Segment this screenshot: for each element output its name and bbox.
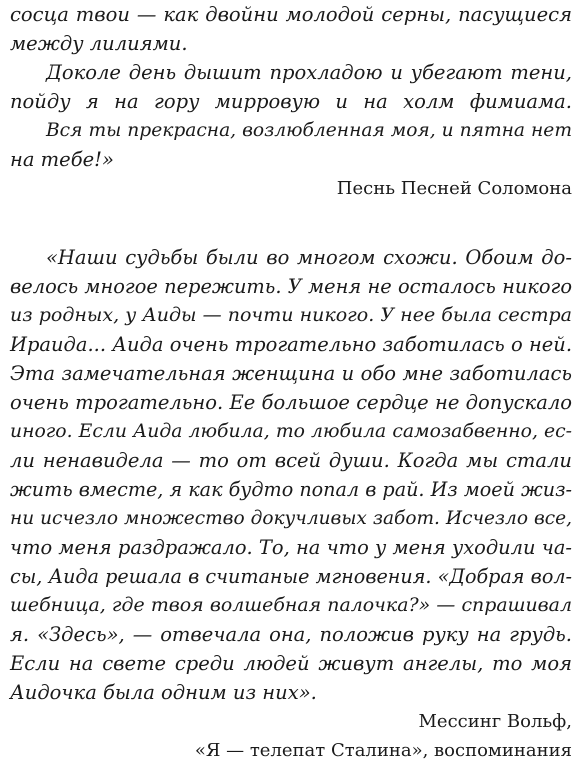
epigraph2-line-6: очень трогательно. Ее большое сердце не допускало — [10, 391, 572, 414]
epigraph2-line-3: из родных, у Аиды — почти никого. У нее была сестра — [10, 304, 572, 326]
epigraph1-attribution: Песнь Песней Соломона — [336, 178, 572, 199]
epigraph1-line-4: пойду я на гору мирровую и на холм фимиама. — [10, 90, 572, 113]
epigraph1-line-3: Доколе день дышит прохладою и убегают тени, — [46, 61, 572, 84]
epigraph2-line-16: Аидочка была одним из них». — [10, 681, 317, 704]
epigraph1-line-5: Вся ты прекрасна, возлюбленная моя, и пятна нет — [46, 120, 572, 141]
page-text — [10, 0, 572, 765]
epigraph2-line-14: я. «Здесь», — отвечала она, положив руку на грудь. — [10, 623, 572, 646]
epigraph1-line-1: сосца твои — как двойни молодой серны, пасущиеся — [10, 3, 572, 26]
epigraph2-line-8: ли ненавидела — то от всей души. Когда мы стали — [10, 449, 572, 472]
epigraph2-line-2: велось многое пережить. У меня не осталось никого — [10, 275, 572, 298]
epigraph2-line-4: Ираида... Аида очень трогательно заботилась о ней. — [10, 333, 572, 356]
epigraph2-line-11: что меня раздражало. То, на что у меня уходили ча- — [10, 536, 572, 559]
epigraph2-line-10: ни исчезло множество докучливых забот. Исчезло все, — [10, 508, 572, 529]
epigraph2-line-1: «Наши судьбы были во многом схожи. Обоим до- — [46, 246, 572, 269]
epigraph2-line-15: Если на свете среди людей живут ангелы, то моя — [10, 652, 572, 675]
epigraph2-line-12: сы, Аида решала в считаные мгновения. «Добрая вол- — [10, 565, 572, 588]
epigraph1-line-2: между лилиями. — [10, 32, 188, 55]
epigraph2-line-7: иного. Если Аида любила, то любила самозабвенно, ес- — [10, 421, 572, 442]
epigraph1-line-6: на тебе!» — [10, 148, 114, 171]
section-gap — [10, 203, 572, 243]
epigraph2-line-9: жить вместе, я как будто попал в рай. Из моей жиз- — [10, 478, 572, 501]
epigraph2-attribution-name: Мессинг Вольф, — [418, 711, 572, 732]
epigraph2-line-5: Эта замечательная женщина и обо мне заботилась — [10, 362, 572, 385]
epigraph2-line-13: шебница, где твоя волшебная палочка?» — спрашивал — [10, 594, 572, 616]
epigraph2-attribution-source: «Я — телепат Сталина», воспоминания — [194, 740, 572, 761]
